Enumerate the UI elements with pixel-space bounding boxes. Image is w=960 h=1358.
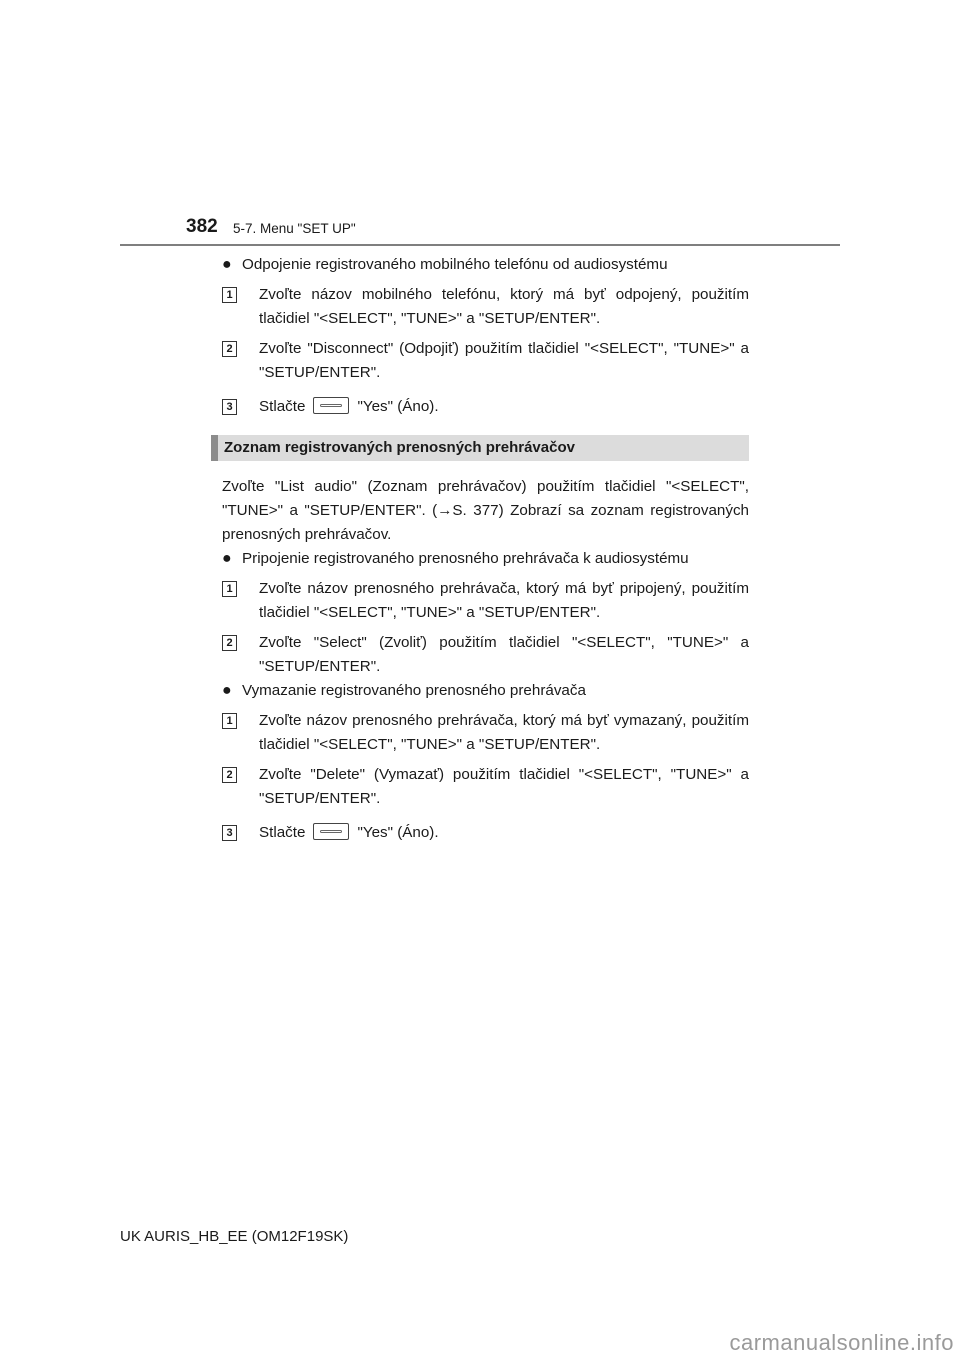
intro-paragraph: Zvoľte "List audio" (Zoznam prehrávačov) použitím tlačidiel "<SELECT", "TUNE>" a "SETUP/ENTER". (→S. 377) Zobrazí sa zoznam registrovaných prenosných prehrávačov. (222, 478, 749, 543)
step-text-before: Stlačte (259, 398, 306, 415)
bullet-text: Pripojenie registrovaného prenosného prehrávača k audiosystému (242, 550, 689, 567)
step-item (222, 337, 749, 385)
step-text: Zvoľte "Disconnect" (Odpojiť) použitím tlačidiel "<SELECT", "TUNE>" a "SETUP/ENTER". (259, 340, 749, 381)
step-item (222, 631, 749, 679)
bullet-icon: ● (222, 550, 232, 567)
step-text-after: "Yes" (Áno). (357, 398, 439, 415)
step-number: 3 (222, 825, 237, 841)
step-item (222, 395, 749, 419)
footer-model-code: UK AURIS_HB_EE (OM12F19SK) (120, 1228, 349, 1245)
step-number: 1 (222, 713, 237, 729)
bullet-text: Odpojenie registrovaného mobilného telefónu od audiosystému (242, 256, 668, 273)
step-number: 1 (222, 581, 237, 597)
bullet-icon: ● (222, 256, 232, 273)
bullet-item-delete-player (222, 679, 749, 703)
page-content (222, 253, 749, 845)
step-number: 2 (222, 341, 237, 357)
step-text-after: "Yes" (Áno). (357, 824, 439, 841)
bullet-item-disconnect-phone (222, 253, 749, 277)
enter-key-icon (313, 823, 349, 840)
enter-key-icon (313, 397, 349, 414)
step-item (222, 577, 749, 625)
step-item (222, 763, 749, 811)
header-rule (120, 244, 840, 246)
step-item (222, 821, 749, 845)
step-text: Zvoľte "Delete" (Vymazať) použitím tlačidiel "<SELECT", "TUNE>" a "SETUP/ENTER". (259, 766, 749, 807)
step-text: Zvoľte názov prenosného prehrávača, ktorý má byť vymazaný, použitím tlačidiel "<SELECT", "TUNE>" a "SETUP/ENTER". (259, 712, 749, 753)
step-number: 2 (222, 767, 237, 783)
step-text: Zvoľte názov prenosného prehrávača, ktorý má byť pripojený, použitím tlačidiel "<SELECT", "TUNE>" a "SETUP/ENTER". (259, 580, 749, 621)
section-title: 5-7. Menu "SET UP" (233, 221, 356, 236)
step-item (222, 709, 749, 757)
bullet-text: Vymazanie registrovaného prenosného prehrávača (242, 682, 586, 699)
page-number: 382 (186, 216, 218, 237)
step-number: 3 (222, 399, 237, 415)
step-text: Zvoľte "Select" (Zvoliť) použitím tlačidiel "<SELECT", "TUNE>" a "SETUP/ENTER". (259, 634, 749, 675)
step-item (222, 283, 749, 331)
step-text: Zvoľte názov mobilného telefónu, ktorý má byť odpojený, použitím tlačidiel "<SELECT", "TUNE>" a "SETUP/ENTER". (259, 286, 749, 327)
bullet-item-connect-player (222, 547, 749, 571)
bullet-icon: ● (222, 682, 232, 699)
step-number: 1 (222, 287, 237, 303)
watermark-link[interactable]: carmanualsonline.info (729, 1330, 954, 1355)
step-number: 2 (222, 635, 237, 651)
step-text-before: Stlačte (259, 824, 306, 841)
section-heading: Zoznam registrovaných prenosných prehrávačov (211, 435, 749, 461)
